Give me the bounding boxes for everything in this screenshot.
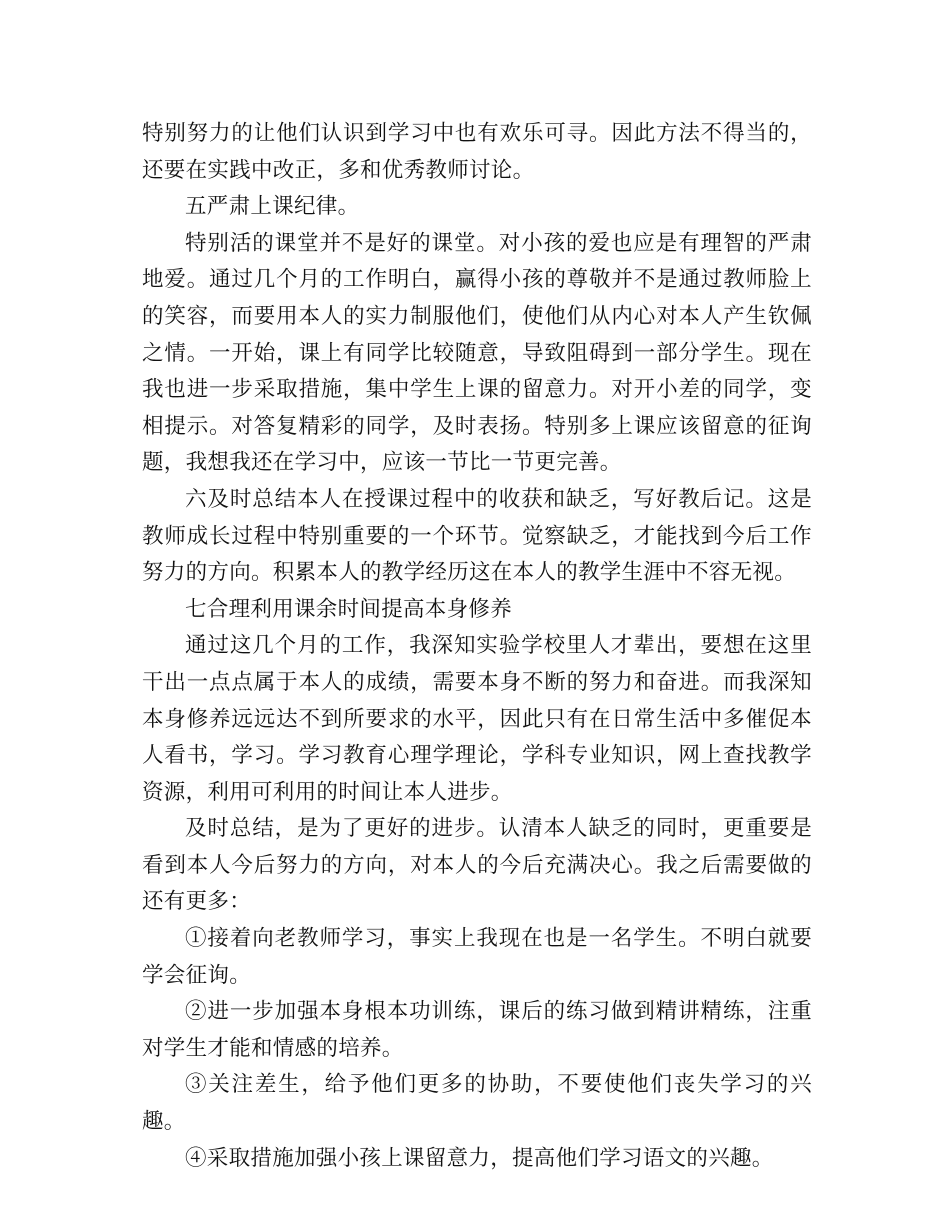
paragraph-discipline: 特别活的课堂并不是好的课堂。对小孩的爱也应是有理智的严肃地爱。通过几个月的工作明白，赢得小孩的尊敬并不是通过教师脸上的笑容，而要用本人的实力制服他们，使他们从内心对本人产生钦佩之情。一开始，课上有同学比较随意，导致阻碍到一部分学生。现在我也进一步采取措施，集中学生上课的留意力。对开小差的同学，变相提示。对答复精彩的同学，及时表扬。特别多上课应该留意的征询题，我想我还在学习中，应该一节比一节更完善。 [142,230,812,476]
heading-self-improvement: 七合理利用课余时间提高本身修养 [185,596,513,622]
paragraph-self-improvement: 通过这几个月的工作，我深知实验学校里人才辈出，要想在这里干出一点点属于本人的成绩，需要本身不断的努力和奋进。而我深知本身修养远远达不到所要求的水平，因此只有在日常生活中多催促本人看书，学习。学习教育心理学理论，学科专业知识，网上查找教学资源，利用可利用的时间让本人进步。 [142,633,812,805]
list-item-1: ①接着向老教师学习，事实上我现在也是一名学生。不明白就要学会征询。 [142,926,812,988]
paragraph-continuation: 特别努力的让他们认识到学习中也有欢乐可寻。因此方法不得当的，还要在实践中改正，多和优秀教师讨论。 [142,121,812,183]
list-item-3: ③关注差生，给予他们更多的协助，不要使他们丧失学习的兴趣。 [142,1072,812,1135]
list-item-2: ②进一步加强本身根本功训练，课后的练习做到精讲精练，注重对学生才能和情感的培养。 [142,999,812,1061]
list-item-4: ④采取措施加强小孩上课留意力，提高他们学习语文的兴趣。 [185,1145,774,1171]
document-body [142,116,812,1177]
heading-discipline: 五严肃上课纪律。 [185,194,360,220]
paragraph-conclusion: 及时总结，是为了更好的进步。认清本人缺乏的同时，更重要是看到本人今后努力的方向，对本人的今后充满决心。我之后需要做的还有更多： [142,816,812,915]
paragraph-summary-notes: 六及时总结本人在授课过程中的收获和缺乏，写好教后记。这是教师成长过程中特别重要的一个环节。觉察缺乏，才能找到今后工作努力的方向。积累本人的教学经历这在本人的教学生涯中不容无视。 [142,486,812,586]
